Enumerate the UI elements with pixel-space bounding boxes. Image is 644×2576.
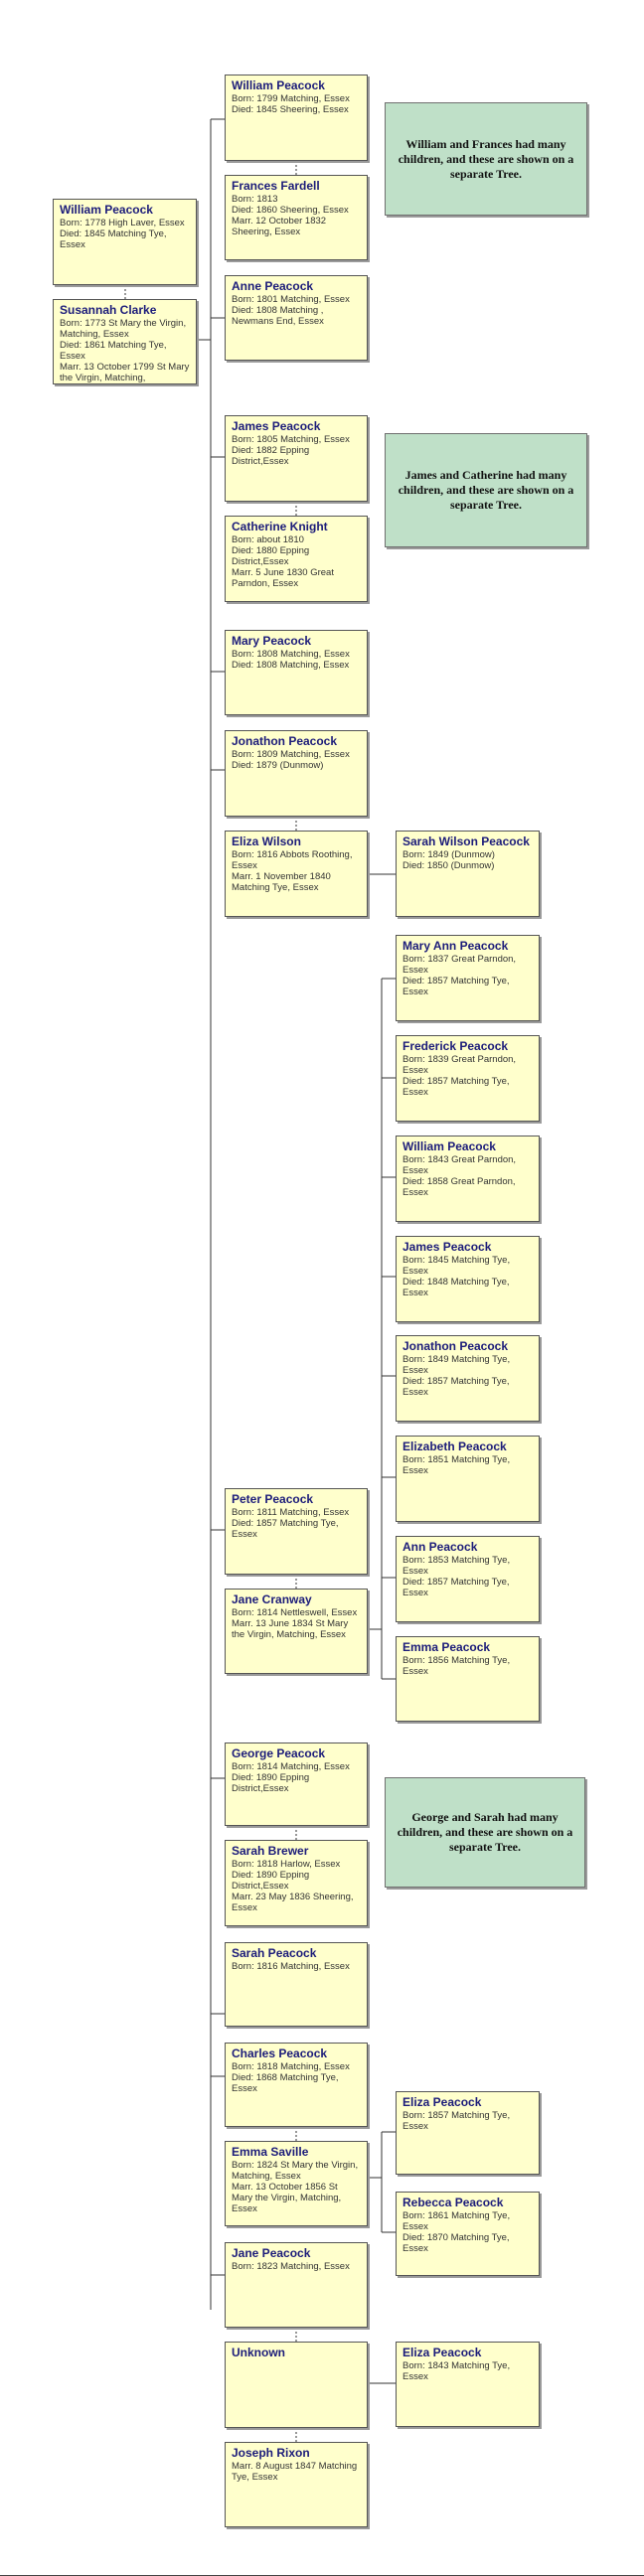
person-detail: Died: 1860 Sheering, Essex [232, 205, 349, 216]
person-detail: Born: 1808 Matching, Essex [232, 649, 350, 660]
person-name: Emma Peacock [402, 1640, 491, 1654]
person-detail: Born: 1839 Great Parndon, Essex [402, 1054, 517, 1076]
person-detail: Marr. 13 October 1799 St Mary the Virgin, Matching, [60, 362, 190, 383]
note-james-catherine: James and Catherine had many children, and these are shown on a separate Tree. [385, 433, 587, 547]
person-sarah-brewer[interactable] [225, 1840, 368, 1926]
person-name: Mary Peacock [232, 634, 312, 648]
person-detail: Born: 1857 Matching Tye, Essex [402, 2110, 511, 2132]
person-detail: Died: 1857 Matching Tye, Essex [402, 1577, 510, 1598]
person-name: William Peacock [60, 203, 153, 217]
person-eliza-peacock-1843[interactable] [396, 2342, 540, 2427]
person-name: Elizabeth Peacock [402, 1440, 507, 1453]
person-detail: Died: 1857 Matching Tye, Essex [402, 1376, 510, 1398]
person-detail: Born: 1837 Great Parndon, Essex [402, 954, 517, 976]
note-george-sarah: George and Sarah had many children, and these are shown on a separate Tree. [385, 1777, 585, 1888]
person-name: Joseph Rixon [232, 2446, 310, 2460]
person-sarah-wilson-peacock[interactable] [396, 831, 540, 917]
person-detail: Born: 1809 Matching, Essex [232, 749, 350, 760]
person-name: Charles Peacock [232, 2046, 328, 2060]
person-rebecca-peacock[interactable] [396, 2192, 540, 2276]
person-detail: Died: 1879 (Dunmow) [232, 760, 324, 771]
person-ann-peacock[interactable] [396, 1536, 540, 1622]
person-name: Sarah Wilson Peacock [402, 834, 530, 848]
person-name: Sarah Brewer [232, 1844, 309, 1858]
person-emma-saville[interactable] [225, 2141, 368, 2226]
person-frederick-peacock[interactable] [396, 1035, 540, 1122]
person-detail: Marr. 8 August 1847 Matching Tye, Essex [232, 2461, 358, 2483]
person-jane-peacock[interactable] [225, 2242, 368, 2328]
person-name: George Peacock [232, 1746, 326, 1760]
person-detail: Marr. 13 June 1834 St Mary the Virgin, Matching, Essex [232, 1618, 349, 1640]
person-detail: Born: 1816 Abbots Roothing, Essex [232, 849, 353, 871]
person-detail: Died: 1868 Matching Tye, Essex [232, 2072, 339, 2094]
person-detail: Born: 1824 St Mary the Virgin, Matching, Essex [232, 2160, 359, 2182]
person-detail: Died: 1808 Matching, Essex [232, 660, 350, 671]
person-jonathon-peacock[interactable] [225, 730, 368, 817]
person-detail: Born: 1813 [232, 194, 278, 205]
person-detail: Born: 1799 Matching, Essex [232, 93, 350, 104]
person-name: William Peacock [232, 78, 325, 92]
person-detail: Died: 1857 Matching Tye, Essex [232, 1518, 339, 1540]
person-name: Anne Peacock [232, 279, 314, 293]
person-detail: Born: 1818 Matching, Essex [232, 2061, 350, 2072]
person-name: Unknown [232, 2346, 285, 2359]
person-name: Rebecca Peacock [402, 2196, 504, 2209]
person-detail: Died: 1861 Matching Tye, Essex [60, 340, 167, 362]
person-detail: Born: 1805 Matching, Essex [232, 434, 350, 445]
person-detail: Born: about 1810 [232, 534, 304, 545]
person-detail: Born: 1861 Matching Tye, Essex [402, 2210, 511, 2232]
person-sarah-peacock[interactable] [225, 1942, 368, 2027]
person-detail: Marr. 1 November 1840 Matching Tye, Essex [232, 871, 331, 893]
person-name: Mary Ann Peacock [402, 939, 509, 953]
person-detail: Born: 1845 Matching Tye, Essex [402, 1255, 511, 1277]
person-detail: Died: 1848 Matching Tye, Essex [402, 1277, 510, 1298]
person-anne-peacock[interactable] [225, 275, 368, 361]
person-name: James Peacock [232, 419, 321, 433]
person-name: Ann Peacock [402, 1540, 478, 1554]
person-george-peacock[interactable] [225, 1743, 368, 1826]
person-jane-cranway[interactable] [225, 1589, 368, 1674]
person-detail: Born: 1814 Nettleswell, Essex [232, 1607, 358, 1618]
person-peter-peacock[interactable] [225, 1488, 368, 1575]
person-detail: Born: 1773 St Mary the Virgin, Matching, Essex [60, 318, 187, 340]
person-name: Catherine Knight [232, 520, 328, 533]
person-emma-peacock[interactable] [396, 1636, 540, 1722]
person-unknown[interactable] [225, 2342, 368, 2428]
person-detail: Died: 1880 Epping District,Essex [232, 545, 310, 567]
person-detail: Born: 1816 Matching, Essex [232, 1961, 350, 1972]
person-name: Susannah Clarke [60, 303, 157, 317]
person-detail: Born: 1814 Matching, Essex [232, 1761, 350, 1772]
person-detail: Born: 1843 Great Parndon, Essex [402, 1154, 517, 1176]
person-name: Jane Peacock [232, 2246, 311, 2260]
person-detail: Died: 1857 Matching Tye, Essex [402, 1076, 510, 1098]
person-detail: Born: 1818 Harlow, Essex [232, 1859, 341, 1870]
person-name: Jonathon Peacock [232, 734, 338, 748]
person-name: Eliza Wilson [232, 834, 301, 848]
person-detail: Born: 1801 Matching, Essex [232, 294, 350, 305]
person-detail: Born: 1849 (Dunmow) [402, 849, 495, 860]
person-name: Sarah Peacock [232, 1946, 317, 1960]
person-frances-fardell[interactable] [225, 175, 368, 260]
person-detail: Died: 1890 Epping District,Essex [232, 1772, 310, 1794]
person-detail: Born: 1811 Matching, Essex [232, 1507, 350, 1518]
person-detail: Marr. 23 May 1836 Sheering, Essex [232, 1892, 354, 1913]
person-william-peacock-sr[interactable] [53, 199, 197, 285]
person-name: Eliza Peacock [402, 2346, 482, 2359]
person-name: Peter Peacock [232, 1492, 314, 1506]
person-detail: Born: 1849 Matching Tye, Essex [402, 1354, 511, 1376]
person-mary-ann-peacock[interactable] [396, 935, 540, 1021]
person-detail: Marr. 5 June 1830 Great Parndon, Essex [232, 567, 334, 589]
person-catherine-knight[interactable] [225, 516, 368, 602]
person-detail: Born: 1853 Matching Tye, Essex [402, 1555, 511, 1577]
person-detail: Born: 1851 Matching Tye, Essex [402, 1454, 511, 1476]
person-mary-peacock[interactable] [225, 630, 368, 715]
person-name: Frederick Peacock [402, 1039, 509, 1053]
person-detail: Died: 1870 Matching Tye, Essex [402, 2232, 510, 2254]
person-detail: Died: 1850 (Dunmow) [402, 860, 495, 871]
person-eliza-wilson[interactable] [225, 831, 368, 917]
person-detail: Died: 1845 Sheering, Essex [232, 104, 349, 115]
person-name: Frances Fardell [232, 179, 320, 193]
person-james-peacock-jr[interactable] [396, 1236, 540, 1322]
person-jonathon-peacock-jr[interactable] [396, 1335, 540, 1422]
note-william-frances: William and Frances had many children, and these are shown on a separate Tree. [385, 102, 587, 216]
person-elizabeth-peacock[interactable] [396, 1436, 540, 1522]
person-joseph-rixon[interactable] [225, 2442, 368, 2527]
person-detail: Born: 1843 Matching Tye, Essex [402, 2360, 511, 2382]
person-name: Jonathon Peacock [402, 1339, 509, 1353]
person-eliza-peacock-1857[interactable] [396, 2091, 540, 2175]
person-william-peacock-jr[interactable] [396, 1136, 540, 1222]
person-james-peacock[interactable] [225, 415, 368, 502]
person-name: Emma Saville [232, 2145, 309, 2159]
person-name: Eliza Peacock [402, 2095, 482, 2109]
person-detail: Born: 1823 Matching, Essex [232, 2261, 350, 2272]
person-charles-peacock[interactable] [225, 2043, 368, 2127]
person-name: Jane Cranway [232, 1592, 312, 1606]
person-name: James Peacock [402, 1240, 492, 1254]
person-detail: Marr. 12 October 1832 Sheering, Essex [232, 216, 327, 237]
person-detail: Marr. 13 October 1856 St Mary the Virgin, Matching, Essex [232, 2182, 342, 2214]
person-detail: Died: 1890 Epping District,Essex [232, 1870, 310, 1892]
person-detail: Born: 1856 Matching Tye, Essex [402, 1655, 511, 1677]
person-detail: Died: 1857 Matching Tye, Essex [402, 976, 510, 997]
person-name: William Peacock [402, 1139, 496, 1153]
person-detail: Died: 1882 Epping District,Essex [232, 445, 310, 467]
person-detail: Died: 1858 Great Parndon, Essex [402, 1176, 516, 1198]
person-detail: Died: 1845 Matching Tye, Essex [60, 228, 167, 250]
person-william-peacock[interactable] [225, 75, 368, 161]
person-detail: Died: 1808 Matching , Newmans End, Essex [232, 305, 324, 327]
person-detail: Born: 1778 High Laver, Essex [60, 218, 185, 228]
person-susannah-clarke[interactable] [53, 299, 197, 384]
